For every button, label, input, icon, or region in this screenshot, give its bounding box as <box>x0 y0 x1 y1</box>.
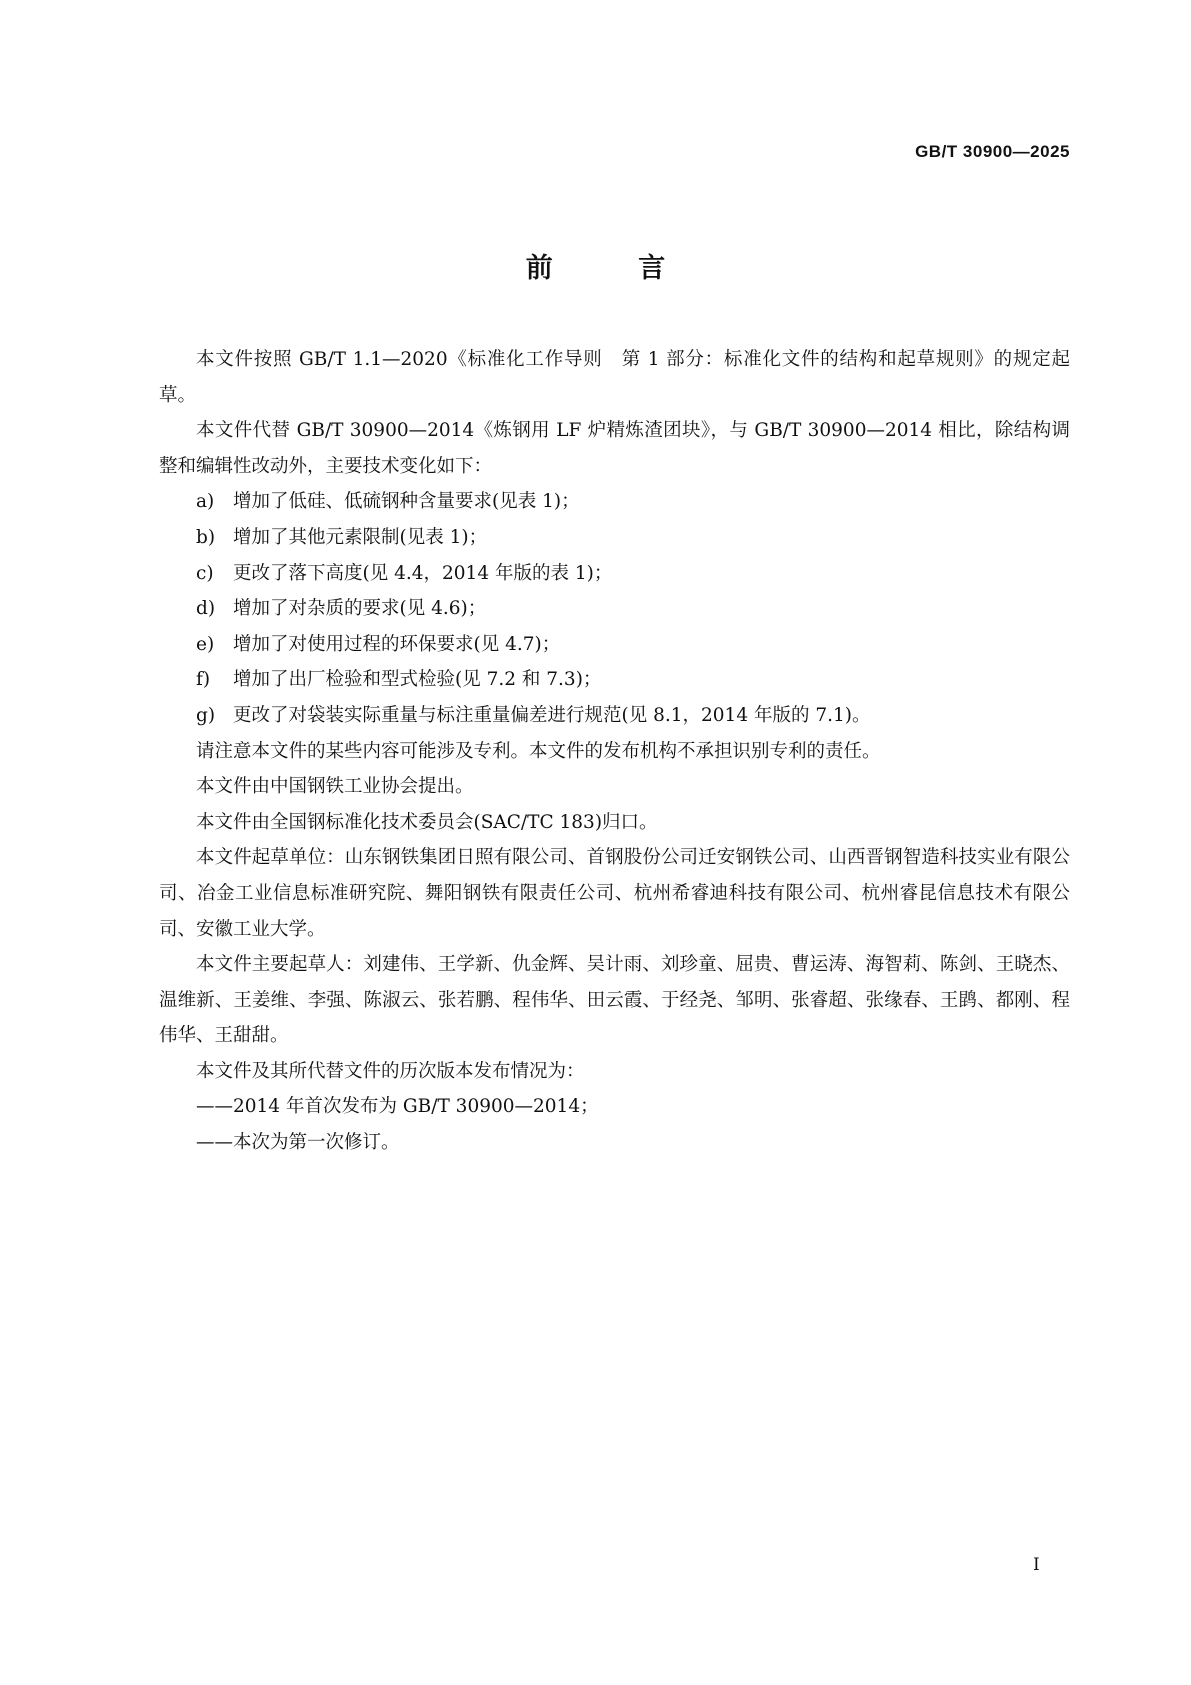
page-title: 前 言 <box>525 253 704 284</box>
list-text: 增加了出厂检验和型式检验(见 7.2 和 7.3)； <box>233 669 602 691</box>
list-text: 增加了对杂质的要求(见 4.6)； <box>233 598 487 620</box>
list-marker: f) <box>196 669 211 691</box>
list-item <box>159 698 1070 734</box>
list-marker: b) <box>196 526 216 548</box>
paragraph: 本文件主要起草人：刘建伟、王学新、仇金辉、吴计雨、刘珍童、屈贵、曹运涛、海智莉、陈剑、王晓杰、温维新、王姜维、李强、陈淑云、张若鹏、程伟华、田云霞、于经尧、邹明、张睿超、张缘春、王鹍、都刚、程伟华、王甜甜。 <box>159 954 1070 1047</box>
list-item <box>159 484 1070 520</box>
foreword-body <box>159 342 1070 1161</box>
paragraph: 请注意本文件的某些内容可能涉及专利。本文件的发布机构不承担识别专利的责任。 <box>196 740 881 762</box>
list-item <box>159 520 1070 556</box>
list-marker: g) <box>196 704 216 726</box>
list-marker: a) <box>196 491 215 513</box>
list-text: 更改了对袋装实际重量与标注重量偏差进行规范(见 8.1，2014 年版的 7.1)。 <box>233 704 871 726</box>
paragraph: 本文件代替 GB/T 30900—2014《炼钢用 LF 炉精炼渣团块》，与 GB/T 30900—2014 相比，除结构调整和编辑性改动外，主要技术变化如下： <box>159 420 1070 477</box>
page-number: I <box>1033 1555 1040 1575</box>
list-item <box>159 627 1070 663</box>
paragraph: 本文件及其所代替文件的历次版本发布情况为： <box>196 1060 585 1082</box>
paragraph: 本文件由全国钢标准化技术委员会(SAC/TC 183)归口。 <box>196 811 658 833</box>
paragraph: 本文件由中国钢铁工业协会提出。 <box>196 776 474 798</box>
paragraph: 本文件起草单位：山东钢铁集团日照有限公司、首钢股份公司迁安钢铁公司、山西晋钢智造科技实业有限公司、冶金工业信息标准研究院、舞阳钢铁有限责任公司、杭州希睿迪科技有限公司、杭州睿昆信息技术有限公司、安徽工业大学。 <box>159 847 1070 940</box>
list-marker: e) <box>196 633 215 655</box>
list-item <box>159 591 1070 627</box>
list-text: 增加了对使用过程的环保要求(见 4.7)； <box>233 633 561 655</box>
history-item: ——2014 年首次发布为 GB/T 30900—2014； <box>196 1096 599 1118</box>
list-text: 增加了低硅、低硫钢种含量要求(见表 1)； <box>233 491 580 513</box>
list-item <box>159 662 1070 698</box>
paragraph: 本文件按照 GB/T 1.1—2020《标准化工作导则 第 1 部分：标准化文件的结构和起草规则》的规定起草。 <box>159 349 1070 406</box>
list-text: 增加了其他元素限制(见表 1)； <box>233 526 488 548</box>
history-item: ——本次为第一次修订。 <box>196 1132 400 1154</box>
list-text: 更改了落下高度(见 4.4，2014 年版的表 1)； <box>233 562 613 584</box>
standard-number: GB/T 30900—2025 <box>915 142 1070 161</box>
list-marker: d) <box>196 598 216 620</box>
list-item <box>159 556 1070 592</box>
list-marker: c) <box>196 562 214 584</box>
